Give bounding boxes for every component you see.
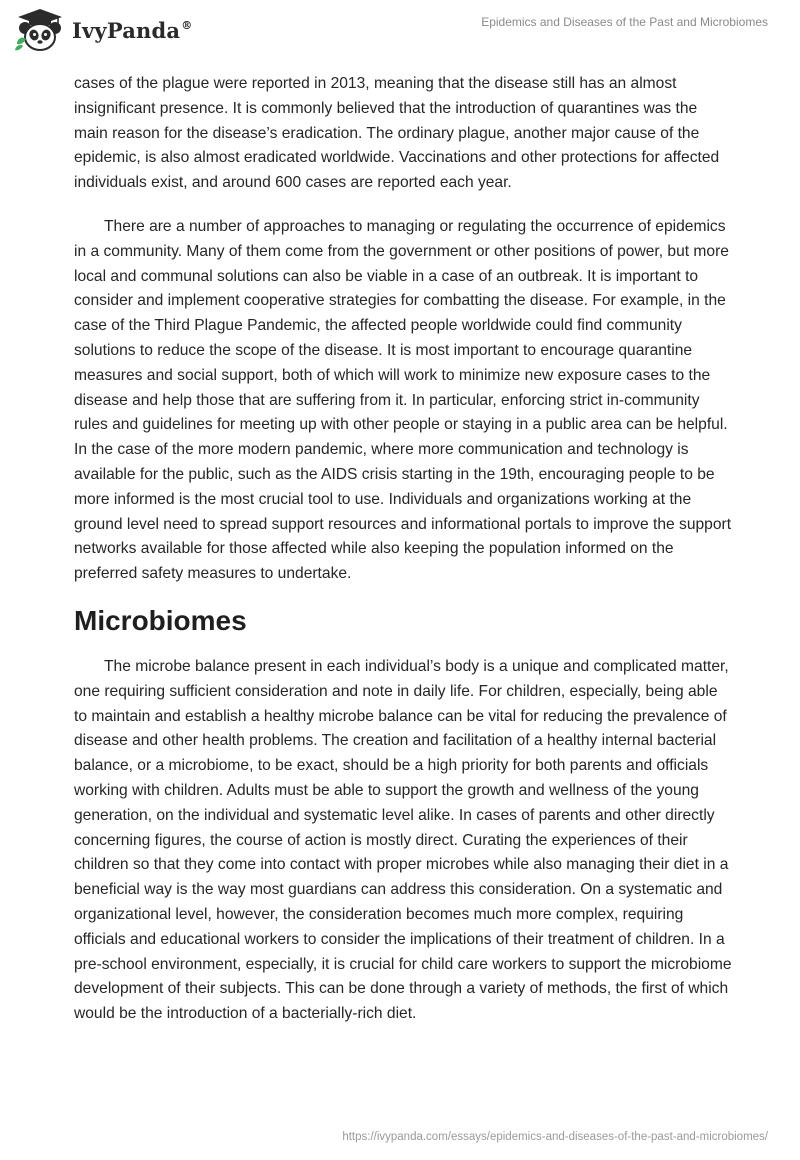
paragraph-spacer [74,196,734,215]
essay-body [74,72,734,1027]
page-header [0,0,800,62]
brand-wordmark [72,18,192,43]
paragraph-microbe-balance: The microbe balance present in each individual’s body is a unique and complicated matter, one requiring sufficient consideration and note in daily life. For children, especially, being able to maintain and establish a healthy microbe balance can be vital for reducing the prevalence of disease and other health problems. The creation and facilitation of a healthy internal bacterial balance, or a microbiome, to be exact, should be a high priority for both parents and officials working with children. Adults must be able to support the growth and wellness of the young generation, on the individual and systematic level alike. In cases of parents and other directly concerning figures, the course of action is mostly direct. Curating the experiences of their children so that they come into contact with proper microbes while also managing their diet in a beneficial way is the way most guardians can address this consideration. On a systematic and organizational level, however, the consideration becomes much more complex, requiring officials and educational workers to consider the implications of their treatment of children. In a pre-school environment, especially, it is crucial for child care workers to support the microbiome development of their subjects. This can be done through a variety of methods, the first of which would be the introduction of a bacterially-rich diet. [74,657,732,1023]
paragraph-epidemic-management: There are a number of approaches to managing or regulating the occurrence of epidemics in a community. Many of them come from the government or other positions of power, but more local and communal solutions can also be viable in a case of an outbreak. It is important to consider and implement cooperative strategies for combatting the disease. For example, in the case of the Third Plague Pandemic, the affected people worldwide could find community solutions to reduce the scope of the disease. It is most important to encourage quarantine measures and social support, both of which will work to minimize new exposure cases to the disease and help those that are suffering from it. In particular, enforcing strict in-community rules and guidelines for meeting up with other people or staying in a public area can be helpful. In the case of the more modern pandemic, where more communication and technology is available for the public, such as the AIDS crisis starting in the 19th, encouraging people to be more informed is the most crucial tool to use. Individuals and organizations working at the ground level need to spread support resources and informational portals to improve the support networks available for those affected while also keeping the population informed on the preferred safety measures to undertake. [74,217,732,583]
panda-graduate-logo-icon [14,8,66,52]
document-title: Epidemics and Diseases of the Past and Microbiomes [481,15,768,29]
ivypanda-logo[interactable] [14,8,192,52]
brand-name: IvyPanda [72,17,181,43]
section-heading-microbiomes: Microbiomes [74,604,247,636]
paragraph-plague-cases: cases of the plague were reported in 2013, meaning that the disease still has an almost insignificant presence. It is commonly believed that the introduction of quarantines was the main reason for the disease’s eradication. The ordinary plague, another major cause of the epidemic, is also almost eradicated worldwide. Vaccinations and other protections for affected individuals exist, and around 600 cases are reported each year. [74,75,720,192]
source-url[interactable]: https://ivypanda.com/essays/epidemics-and-diseases-of-the-past-and-microbiomes/ [342,1131,768,1143]
registered-mark: ® [181,18,193,32]
